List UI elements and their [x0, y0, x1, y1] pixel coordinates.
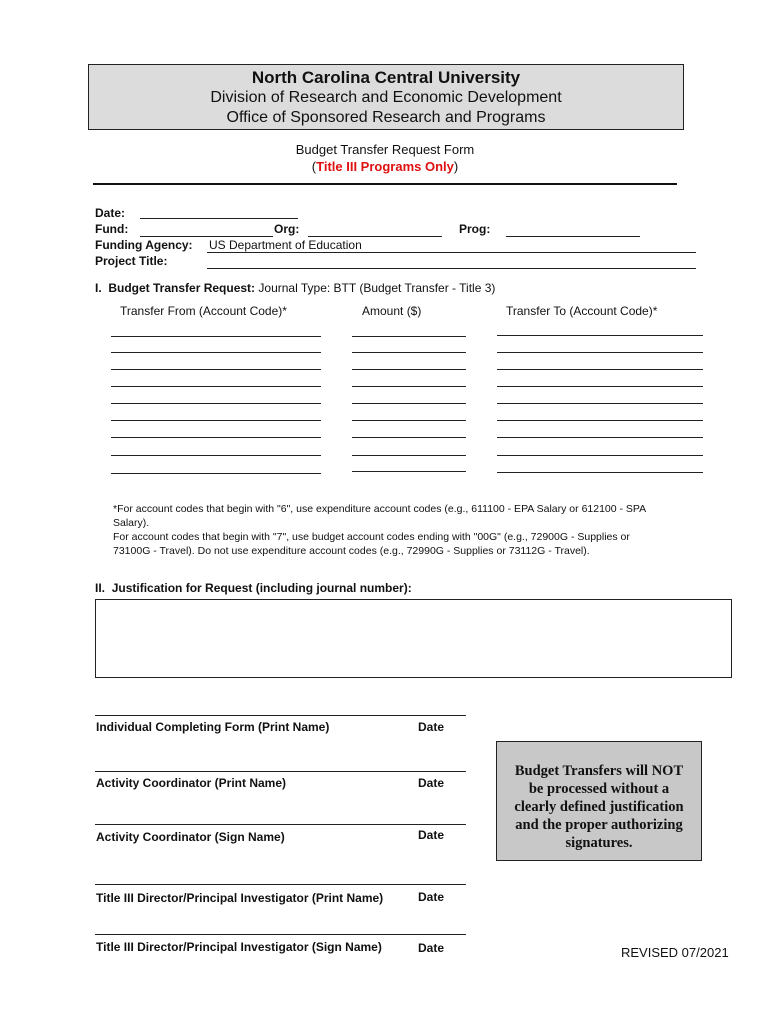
section2-heading — [95, 581, 412, 595]
prog-field[interactable] — [506, 236, 640, 237]
date-label: Date — [418, 941, 445, 955]
org-label: Org: — [274, 222, 300, 236]
transfer-from-line[interactable] — [111, 352, 321, 353]
funding-agency-label: Funding Agency: — [95, 238, 193, 252]
date-label: Date — [418, 776, 445, 790]
title-divider — [93, 183, 677, 185]
footnote-line: Salary). — [113, 517, 150, 529]
transfer-to-line[interactable] — [497, 352, 703, 353]
amount-line[interactable] — [352, 352, 466, 353]
amount-line[interactable] — [352, 420, 466, 421]
transfer-from-line[interactable] — [111, 473, 321, 474]
signature-line[interactable] — [95, 824, 466, 825]
transfer-from-line[interactable] — [111, 369, 321, 370]
transfer-from-line[interactable] — [111, 455, 321, 456]
director-sign-label: Title III Director/Principal Investigator (Sign Name) — [96, 940, 382, 954]
transfer-from-line[interactable] — [111, 420, 321, 421]
transfer-from-line[interactable] — [111, 386, 321, 387]
footnote-line: *For account codes that begin with "6", use expenditure account codes (e.g., 611100 - EPA Salary or 612100 - SPA — [113, 503, 647, 515]
amount-line[interactable] — [352, 437, 466, 438]
transfer-to-line[interactable] — [497, 420, 703, 421]
prog-label: Prog: — [459, 222, 491, 236]
transfer-from-line[interactable] — [111, 336, 321, 337]
transfer-to-line[interactable] — [497, 437, 703, 438]
date-label: Date: — [95, 206, 126, 220]
journal-type: Journal Type: BTT (Budget Transfer - Title 3) — [258, 281, 496, 295]
section1-title: Budget Transfer Request: — [108, 281, 256, 295]
fund-field[interactable] — [140, 236, 273, 237]
transfer-to-line[interactable] — [497, 455, 703, 456]
coordinator-print-label: Activity Coordinator (Print Name) — [96, 776, 287, 790]
project-title-field[interactable] — [207, 268, 696, 269]
section2-title: Justification for Request (including journal number): — [111, 581, 412, 595]
date-label: Date — [418, 890, 445, 904]
subtitle-paren-close: ) — [453, 159, 459, 174]
section1-heading — [95, 281, 495, 295]
transfer-to-line[interactable] — [497, 369, 703, 370]
amount-line[interactable] — [352, 336, 466, 337]
amount-line[interactable] — [352, 455, 466, 456]
funding-agency-field — [207, 252, 696, 253]
date-label: Date — [418, 828, 445, 842]
individual-completing-label: Individual Completing Form (Print Name) — [96, 720, 330, 734]
signature-line[interactable] — [95, 934, 466, 935]
notice-line: signatures. — [565, 835, 633, 851]
notice-line: clearly defined justification — [514, 799, 684, 815]
subtitle-red: Title III Programs Only — [316, 159, 454, 174]
notice-line: and the proper authorizing — [515, 817, 683, 833]
org-field[interactable] — [308, 236, 442, 237]
fund-label: Fund: — [95, 222, 129, 236]
notice-line: Budget Transfers will NOT — [514, 763, 684, 779]
col-transfer-from: Transfer From (Account Code)* — [120, 304, 287, 318]
director-print-label: Title III Director/Principal Investigator (Print Name) — [96, 891, 384, 905]
signature-line[interactable] — [95, 884, 466, 885]
footnote — [113, 502, 713, 558]
revised-date: REVISED 07/2021 — [621, 945, 729, 960]
section1-number: I. — [95, 281, 102, 295]
funding-agency-value[interactable]: US Department of Education — [209, 238, 362, 252]
footnote-line: For account codes that begin with "7", use budget account codes ending with "00G" (e.g., 72900G - Supplies or — [113, 531, 630, 543]
transfer-from-line[interactable] — [111, 437, 321, 438]
division-name: Division of Research and Economic Development — [210, 89, 562, 106]
signature-line[interactable] — [95, 715, 466, 716]
amount-line[interactable] — [352, 471, 466, 472]
header-box — [88, 64, 684, 130]
transfer-to-line[interactable] — [497, 403, 703, 404]
date-field[interactable] — [140, 218, 298, 219]
signature-line[interactable] — [95, 771, 466, 772]
section2-number: II. — [95, 581, 106, 595]
coordinator-sign-label: Activity Coordinator (Sign Name) — [96, 830, 285, 844]
amount-line[interactable] — [352, 403, 466, 404]
transfer-from-line[interactable] — [111, 403, 321, 404]
notice-box — [496, 741, 702, 861]
form-subtitle — [0, 159, 770, 174]
notice-line: be processed without a — [528, 781, 670, 797]
form-title: Budget Transfer Request Form — [295, 142, 475, 157]
university-name: North Carolina Central University — [251, 68, 521, 87]
transfer-to-line[interactable] — [497, 386, 703, 387]
justification-textarea[interactable] — [95, 599, 732, 678]
transfer-to-line[interactable] — [497, 472, 703, 473]
date-label: Date — [418, 720, 445, 734]
transfer-to-line[interactable] — [497, 335, 703, 336]
amount-line[interactable] — [352, 369, 466, 370]
project-title-label: Project Title: — [95, 254, 168, 268]
col-transfer-to: Transfer To (Account Code)* — [506, 304, 658, 318]
footnote-line: 73100G - Travel). Do not use expenditure account codes (e.g., 72990G - Supplies or 73112G - Travel). — [113, 545, 590, 557]
col-amount: Amount ($) — [362, 304, 422, 318]
amount-line[interactable] — [352, 386, 466, 387]
office-name: Office of Sponsored Research and Programs — [226, 109, 546, 126]
subtitle-paren-open: ( — [311, 159, 317, 174]
